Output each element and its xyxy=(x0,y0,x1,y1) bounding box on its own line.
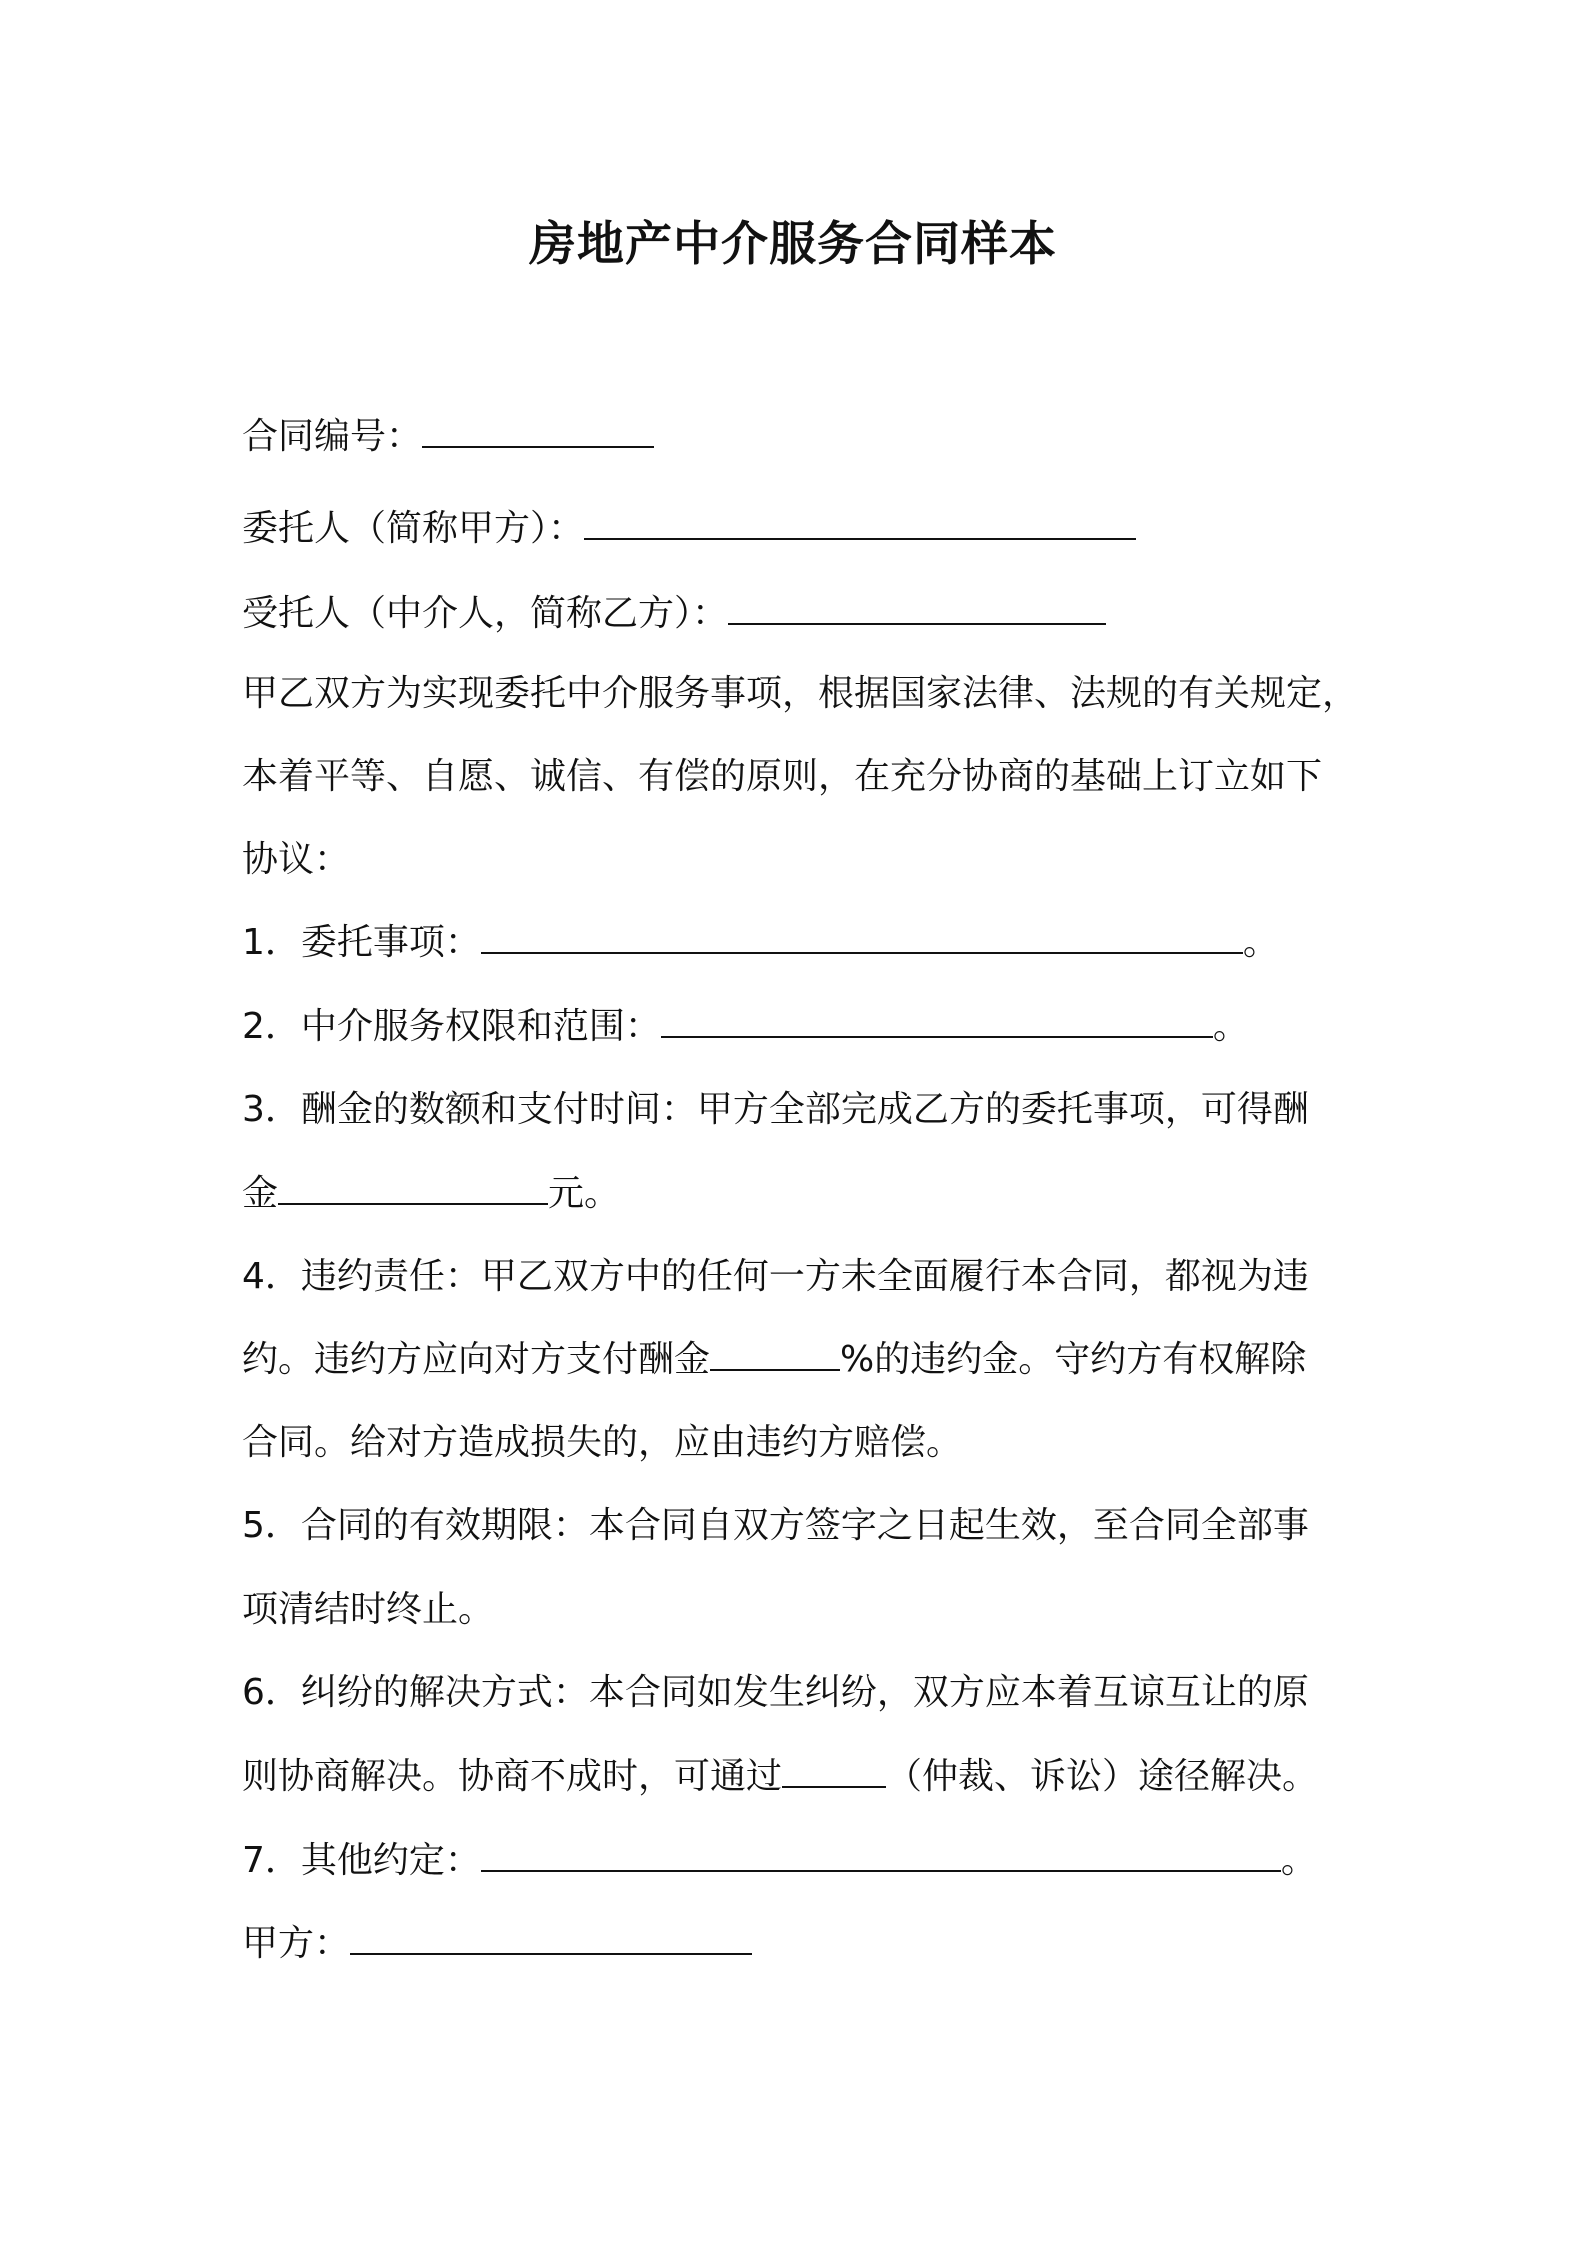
clause-4-line-1: 4．违约责任：甲乙双方中的任何一方未全面履行本合同，都视为违 xyxy=(242,1256,1309,1297)
clause-7-end: 。 xyxy=(1280,1840,1317,1881)
agent-blank xyxy=(728,589,1106,625)
clause-3-fee-blank xyxy=(278,1169,548,1205)
clause-6-pre: 则协商解决。协商不成时，可通过 xyxy=(242,1756,783,1797)
clause-2-label: 2．中介服务权限和范围： xyxy=(242,1006,661,1047)
principal-label: 委托人（简称甲方）： xyxy=(242,508,585,549)
clause-1 xyxy=(242,917,1362,969)
document-title: 房地产中介服务合同样本 xyxy=(529,217,1057,272)
agent-label: 受托人（中介人，简称乙方）： xyxy=(242,593,729,634)
clause-3-post: 元。 xyxy=(548,1173,621,1214)
clause-6-post: （仲裁、诉讼）途径解决。 xyxy=(886,1756,1319,1797)
principal-line xyxy=(242,503,1362,555)
clause-4-line-3: 合同。给对方造成损失的，应由违约方赔偿。 xyxy=(242,1422,963,1463)
clause-1-blank xyxy=(481,918,1243,954)
contract-number-blank xyxy=(422,412,654,448)
clause-7-blank xyxy=(481,1836,1281,1872)
intro-line-1: 甲乙双方为实现委托中介服务事项，根据国家法律、法规的有关规定， xyxy=(242,673,1359,714)
clause-2-end: 。 xyxy=(1212,1006,1249,1047)
party-a-blank xyxy=(350,1919,752,1955)
clause-2-blank xyxy=(661,1002,1213,1038)
clause-4-pre: 约。违约方应向对方支付酬金 xyxy=(242,1339,711,1380)
clause-6-method-blank xyxy=(782,1752,886,1788)
clause-7 xyxy=(242,1835,1362,1887)
clause-5-line-1: 5．合同的有效期限：本合同自双方签字之日起生效，至合同全部事 xyxy=(242,1505,1309,1546)
clause-1-end: 。 xyxy=(1242,922,1279,963)
principal-blank xyxy=(584,504,1136,540)
clause-7-label: 7．其他约定： xyxy=(242,1840,481,1881)
clause-2 xyxy=(242,1001,1362,1053)
contract-number-line xyxy=(242,411,1362,463)
intro-line-2: 本着平等、自愿、诚信、有偿的原则，在充分协商的基础上订立如下 xyxy=(242,756,1323,797)
clause-3-line-1: 3．酬金的数额和支付时间：甲方全部完成乙方的委托事项，可得酬 xyxy=(242,1089,1309,1130)
clause-3-line-2 xyxy=(242,1168,1362,1220)
clause-3-pre: 金 xyxy=(242,1173,279,1214)
clause-4-line-2 xyxy=(242,1334,1362,1386)
party-a-signature-line xyxy=(242,1918,1362,1970)
clause-1-label: 1．委托事项： xyxy=(242,922,481,963)
intro-line-3: 协议： xyxy=(242,839,351,880)
clause-5-line-2: 项清结时终止。 xyxy=(242,1589,495,1630)
clause-4-post: %的违约金。守约方有权解除 xyxy=(840,1339,1307,1380)
agent-line xyxy=(242,588,1362,640)
contract-number-label: 合同编号： xyxy=(242,416,423,457)
clause-6-line-2 xyxy=(242,1751,1362,1803)
clause-4-percent-blank xyxy=(710,1335,840,1371)
clause-6-line-1: 6．纠纷的解决方式：本合同如发生纠纷，双方应本着互谅互让的原 xyxy=(242,1672,1309,1713)
party-a-label: 甲方： xyxy=(242,1923,351,1964)
